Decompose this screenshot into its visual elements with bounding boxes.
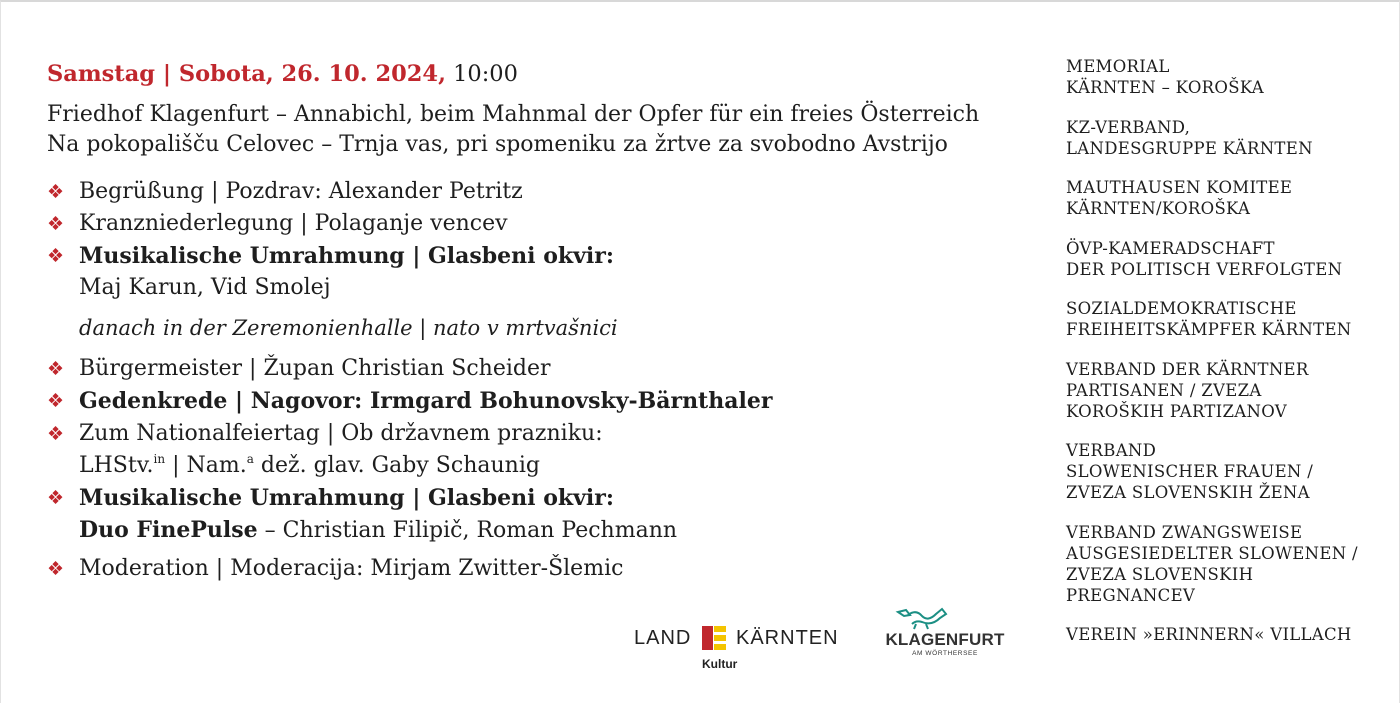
organizers-list — [1066, 56, 1386, 664]
program-item-moderation — [47, 553, 1037, 585]
carinthia-emblem-icon — [702, 626, 726, 650]
bullet-icon: ❖ — [47, 390, 65, 412]
program-item-text: Begrüßung | Pozdrav: Alexander Petritz — [79, 179, 523, 204]
logo-text-kaernten: KÄRNTEN — [736, 627, 839, 649]
program-item-heading: Musikalische Umrahmung | Glasbeni okvir: — [79, 485, 614, 511]
bullet-icon: ❖ — [47, 423, 65, 445]
program-item-music-2 — [47, 482, 1037, 547]
logo-text-kultur: Kultur — [702, 657, 738, 671]
location-slovene: Na pokopališču Celovec – Trnja vas, pri spomeniku za žrtve za svobodno Avstrijo — [47, 132, 948, 157]
program-item-national-holiday — [47, 418, 1037, 482]
program-item-heading: Musikalische Umrahmung | Glasbeni okvir: — [79, 243, 614, 269]
program-item-wreath — [47, 208, 1037, 240]
bullet-icon: ❖ — [47, 181, 65, 203]
klagenfurt-logo — [884, 606, 1008, 666]
title-sup: in — [153, 452, 166, 466]
program-item-speech — [47, 385, 1037, 418]
program-item-text: Bürgermeister | Župan Christian Scheider — [79, 356, 551, 381]
program-item-text: Gedenkrede | Nagovor: Irmgard Bohunovsky-Bärnthaler — [79, 388, 773, 414]
program-item-mayor — [47, 353, 1037, 385]
ceremony-hall-note: danach in der Zeremonienhalle | nato v mrtvašnici — [79, 316, 618, 340]
organizer: KZ-VERBAND, LANDESGRUPPE KÄRNTEN — [1066, 117, 1313, 158]
event-location — [47, 100, 1037, 160]
logo-text-klagenfurt: KLAGENFURT — [885, 630, 1005, 649]
logo-text-land: LAND — [634, 627, 692, 649]
title-abbrev-2: | Nam. — [165, 453, 247, 478]
dragon-icon — [892, 606, 952, 630]
event-time: 10:00 — [453, 61, 518, 87]
organizer: SOZIALDEMOKRATISCHE FREIHEITSKÄMPFER KÄRNTEN — [1066, 299, 1352, 339]
program-item-text: Kranzniederlegung | Polaganje vencev — [79, 211, 508, 236]
organizer: VERBAND DER KÄRNTNER PARTISANEN / ZVEZA KOROŠKIH PARTIZANOV — [1066, 359, 1309, 421]
location-german: Friedhof Klagenfurt – Annabichl, beim Mahnmal der Opfer für ein freies Österreich — [47, 102, 980, 127]
speaker-name: dež. glav. Gaby Schaunig — [253, 453, 540, 478]
program-column — [47, 60, 1037, 585]
program-item-heading: Zum Nationalfeiertag | Ob državnem prazniku: — [79, 421, 603, 446]
event-date-line — [47, 60, 1037, 88]
bullet-icon: ❖ — [47, 213, 65, 235]
bullet-icon: ❖ — [47, 558, 65, 580]
ensemble-members: – Christian Filipič, Roman Pechmann — [257, 518, 678, 543]
title-sup-2: a — [246, 452, 254, 466]
program-item-performers: Maj Karun, Vid Smolej — [79, 275, 331, 300]
bullet-icon: ❖ — [47, 358, 65, 380]
logo-text-woerthersee: AM WÖRTHERSEE — [912, 650, 978, 657]
organizer: VEREIN »ERINNERN« VILLACH — [1066, 625, 1352, 644]
program-item-welcome — [47, 176, 1037, 208]
bullet-icon: ❖ — [47, 245, 65, 267]
program-item-music-1 — [47, 240, 1037, 304]
organizer: VERBAND SLOWENISCHER FRAUEN / ZVEZA SLOVENSKIH ŽENA — [1066, 441, 1314, 502]
program-item-performers — [79, 514, 1037, 547]
organizer: ÖVP-KAMERADSCHAFT DER POLITISCH VERFOLGTEN — [1066, 238, 1343, 279]
program-item-speaker — [79, 450, 1037, 482]
event-date: Samstag | Sobota, 26. 10. 2024, — [47, 61, 446, 87]
program-list-continued — [47, 353, 1037, 585]
program-item-text: Moderation | Moderacija: Mirjam Zwitter-Šlemic — [79, 556, 624, 581]
ensemble-name: Duo FinePulse — [79, 517, 258, 543]
land-kaernten-logo — [634, 626, 839, 674]
title-abbrev: LHStv. — [79, 453, 154, 478]
organizer: VERBAND ZWANGSWEISE AUSGESIEDELTER SLOWENEN / ZVEZA SLOVENSKIH PREGNANCEV — [1066, 522, 1358, 605]
bullet-icon: ❖ — [47, 487, 65, 509]
program-list — [47, 176, 1037, 304]
organizer: MEMORIAL KÄRNTEN – KOROŠKA — [1066, 57, 1264, 97]
organizer: MAUTHAUSEN KOMITEE KÄRNTEN/KOROŠKA — [1066, 178, 1293, 218]
